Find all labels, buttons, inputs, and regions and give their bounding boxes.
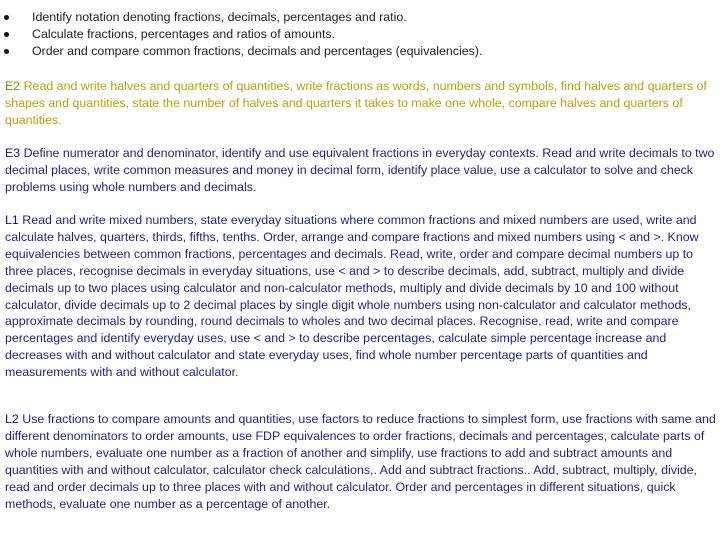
level-e2-paragraph [5, 78, 717, 129]
list-item [0, 26, 720, 43]
level-l2-paragraph [5, 411, 717, 512]
level-description: Use fractions to compare amounts and quantities, use factors to reduce fractions to simplest form, use fractions with same and different denominators to order amounts, use FDP equivalences to order fractions, decimals and percentages, calculate parts of whole numbers, evaluate one number as a fraction of another and simplify, use fractions to add and subtract amounts and quantities with and without calculator, calculator check calculations,. Add and subtract fractions.. Add, subtract, multiply, divide, read and order decimals up to three places with and without calculator. Order and percentages in different situations, quick methods, evaluate one number as a percentage of another. [5, 412, 716, 511]
level-description: Define numerator and denominator, identify and use equivalent fractions in everyday contexts. Read and write decimals to two decimal places, write common measures and money in decimal form, identify place value, use a calculator to solve and check problems using whole numbers and decimals. [5, 146, 715, 194]
level-code: E2 [5, 79, 21, 93]
level-code: E3 [5, 146, 21, 160]
objectives-list [0, 9, 720, 60]
list-item [0, 43, 720, 60]
level-code: L1 [5, 213, 19, 227]
list-item-text: Calculate fractions, percentages and ratios of amounts. [32, 27, 336, 41]
list-item-text: Order and compare common fractions, decimals and percentages (equivalencies). [32, 44, 483, 58]
bullet-icon [4, 15, 9, 20]
level-code: L2 [5, 412, 19, 426]
bullet-icon [4, 32, 9, 37]
list-item [0, 9, 720, 26]
bullet-icon [4, 49, 9, 54]
level-description: Read and write mixed numbers, state everyday situations where common fractions and mixed numbers are used, write and calculate halves, quarters, thirds, fifths, tenths. Order, arrange and compare fractions and mixed numbers using < and >. Know equivalencies between common fractions, percentages and decimals. Read, write, order and compare decimal numbers up to three places, recognise decimals in everyday situations, use < and > to describe decimals, add, subtract, multiply and divide decimals up to two places using calculator and non-calculator methods, multiply and divide decimals by 10 and 100 without calculator, divide decimals up to 2 decimal places by single digit whole numbers using non-calculator and calculator methods, approximate decimals by rounding, round decimals to wholes and two decimal places. Recognise, read, write and compare percentages and identify everyday uses, use < and > to describe percentages, calculate simple percentage increase and decreases with and without calculator and state everyday uses, find whole number percentage parts of quantities and measurements with and without calculator. [5, 213, 699, 380]
list-item-text: Identify notation denoting fractions, decimals, percentages and ratio. [32, 10, 407, 24]
level-description: Read and write halves and quarters of quantities, write fractions as words, numbers and symbols, find halves and quarters of shapes and quantities, state the number of halves and quarters it takes to make one whole, compare halves and quarters of quantities. [5, 79, 707, 127]
level-l1-paragraph [5, 212, 717, 381]
level-e3-paragraph [5, 145, 717, 196]
